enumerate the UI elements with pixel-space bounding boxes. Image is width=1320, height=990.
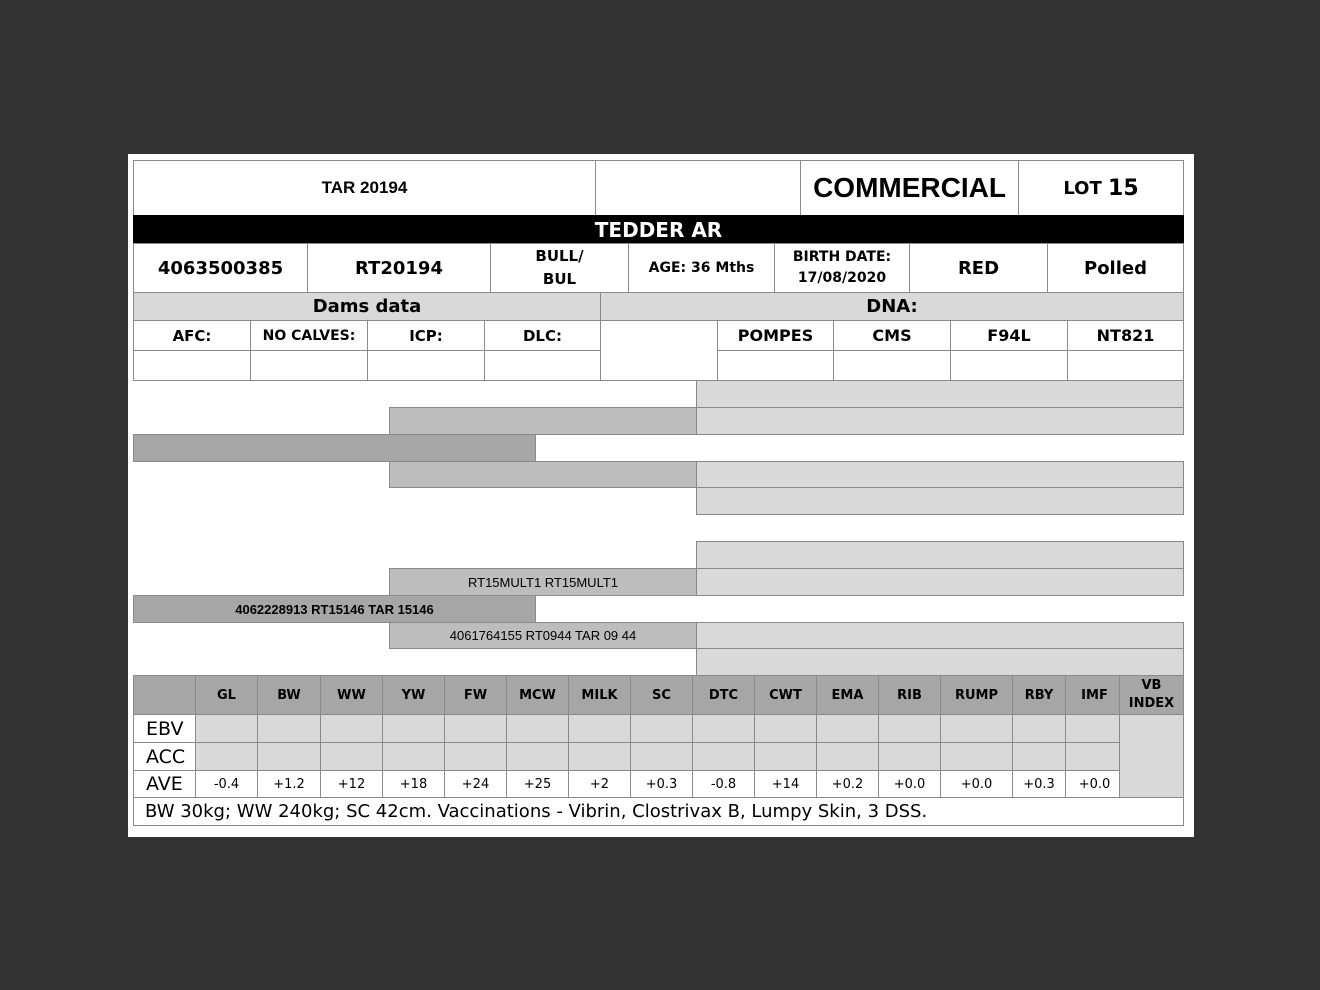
lot-card <box>128 154 1194 837</box>
ebv-corner-cell <box>133 675 196 715</box>
ebv-header-rby: RBY <box>1012 675 1066 715</box>
ebv-header-yw: YW <box>382 675 445 715</box>
acc-value-fw <box>444 742 507 771</box>
dam-sire-text: RT15MULT1 RT15MULT1 <box>467 574 619 590</box>
polled-value: Polled <box>1084 257 1147 279</box>
ebv-value-sc <box>630 714 693 743</box>
dna-col-nt821: NT821 <box>1067 320 1184 351</box>
row-label-acc: ACC <box>133 742 196 771</box>
ebv-value-yw <box>382 714 445 743</box>
acc-value-cwt <box>754 742 817 771</box>
ave-value-fw: +24 <box>444 770 507 798</box>
ave-value-ww: +12 <box>320 770 383 798</box>
ave-value-milk: +2 <box>568 770 631 798</box>
ebv-header-ema: EMA <box>816 675 879 715</box>
ebv-value-fw <box>444 714 507 743</box>
acc-value-rump <box>940 742 1013 771</box>
dams-data-title: Dams data <box>133 292 601 321</box>
ebv-header-ww: WW <box>320 675 383 715</box>
animal-name: TEDDER AR <box>594 217 723 242</box>
ebv-header-milk: MILK <box>568 675 631 715</box>
colour-value: RED <box>957 257 1000 279</box>
dna-col-f94l: F94L <box>950 320 1068 351</box>
acc-value-rib <box>878 742 941 771</box>
ebv-value-mcw <box>506 714 569 743</box>
ave-value-ema: +0.2 <box>816 770 879 798</box>
sex-line-2: BUL <box>542 270 577 288</box>
notes-text: BW 30kg; WW 240kg; SC 42cm. Vaccinations - Vibrin, Clostrivax B, Lumpy Skin, 3 DSS. <box>145 801 928 822</box>
dna-col-pompes: POMPES <box>717 320 834 351</box>
ebv-value-ema <box>816 714 879 743</box>
ident-number: RT20194 <box>355 257 443 279</box>
ebv-header-gl: GL <box>195 675 258 715</box>
acc-value-ema <box>816 742 879 771</box>
dam-text: 4062228913 RT15146 TAR 15146 <box>235 601 434 617</box>
acc-value-mcw <box>506 742 569 771</box>
ebv-header-bw: BW <box>257 675 321 715</box>
ave-value-rump: +0.0 <box>940 770 1013 798</box>
ebv-header-cwt: CWT <box>754 675 817 715</box>
dams-col-icp: ICP: <box>367 320 485 351</box>
lot-prefix: LOT <box>1063 177 1109 199</box>
ave-value-cwt: +14 <box>754 770 817 798</box>
ebv-value-ww <box>320 714 383 743</box>
ave-value-sc: +0.3 <box>630 770 693 798</box>
ave-value-imf: +0.0 <box>1065 770 1124 798</box>
acc-value-imf <box>1065 742 1124 771</box>
ebv-header-rib: RIB <box>878 675 941 715</box>
sex-line-1: BULL/ <box>535 247 584 265</box>
ave-value-rby: +0.3 <box>1012 770 1066 798</box>
ebv-value-imf <box>1065 714 1124 743</box>
dam-dam-text: 4061764155 RT0944 TAR 09 44 <box>449 628 637 643</box>
category-label: COMMERCIAL <box>813 172 1006 203</box>
ebv-header-vb-index: VB INDEX <box>1119 675 1184 715</box>
row-label-ebv: EBV <box>133 714 196 743</box>
ebv-table <box>128 154 1194 837</box>
acc-value-milk <box>568 742 631 771</box>
ave-value-gl: -0.4 <box>195 770 258 798</box>
ebv-header-mcw: MCW <box>506 675 569 715</box>
ebv-value-rib <box>878 714 941 743</box>
acc-value-dtc <box>692 742 755 771</box>
dams-col-dlc: DLC: <box>484 320 601 351</box>
acc-value-bw <box>257 742 321 771</box>
ebv-header-dtc: DTC <box>692 675 755 715</box>
dna-col-cms: CMS <box>833 320 951 351</box>
tag-number: TAR 20194 <box>321 178 408 197</box>
ebv-value-gl <box>195 714 258 743</box>
ebv-value-rump <box>940 714 1013 743</box>
ebv-value-rby <box>1012 714 1066 743</box>
ave-value-rib: +0.0 <box>878 770 941 798</box>
dams-col-no-calves: NO CALVES: <box>250 320 368 351</box>
ebv-value-bw <box>257 714 321 743</box>
ebv-header-rump: RUMP <box>940 675 1013 715</box>
ebv-header-imf: IMF <box>1065 675 1124 715</box>
dams-col-afc: AFC: <box>133 320 251 351</box>
ave-value-bw: +1.2 <box>257 770 321 798</box>
acc-value-ww <box>320 742 383 771</box>
row-label-ave: AVE <box>133 770 196 798</box>
ave-value-dtc: -0.8 <box>692 770 755 798</box>
acc-value-rby <box>1012 742 1066 771</box>
birth-date-label: BIRTH DATE: <box>792 249 892 265</box>
ave-value-yw: +18 <box>382 770 445 798</box>
ebv-header-fw: FW <box>444 675 507 715</box>
ebv-value-dtc <box>692 714 755 743</box>
ave-value-mcw: +25 <box>506 770 569 798</box>
birth-date-value: 17/08/2020 <box>797 270 887 286</box>
lot-number: 15 <box>1108 175 1139 201</box>
notes-cell <box>133 797 1184 826</box>
ebv-value-cwt <box>754 714 817 743</box>
ebv-value-milk <box>568 714 631 743</box>
nlis-number: 4063500385 <box>157 257 284 279</box>
age-value: AGE: 36 Mths <box>648 260 755 276</box>
acc-value-yw <box>382 742 445 771</box>
vb-index-value-cell <box>1119 714 1184 798</box>
dna-title: DNA: <box>600 292 1184 321</box>
acc-value-sc <box>630 742 693 771</box>
ebv-header-sc: SC <box>630 675 693 715</box>
acc-value-gl <box>195 742 258 771</box>
